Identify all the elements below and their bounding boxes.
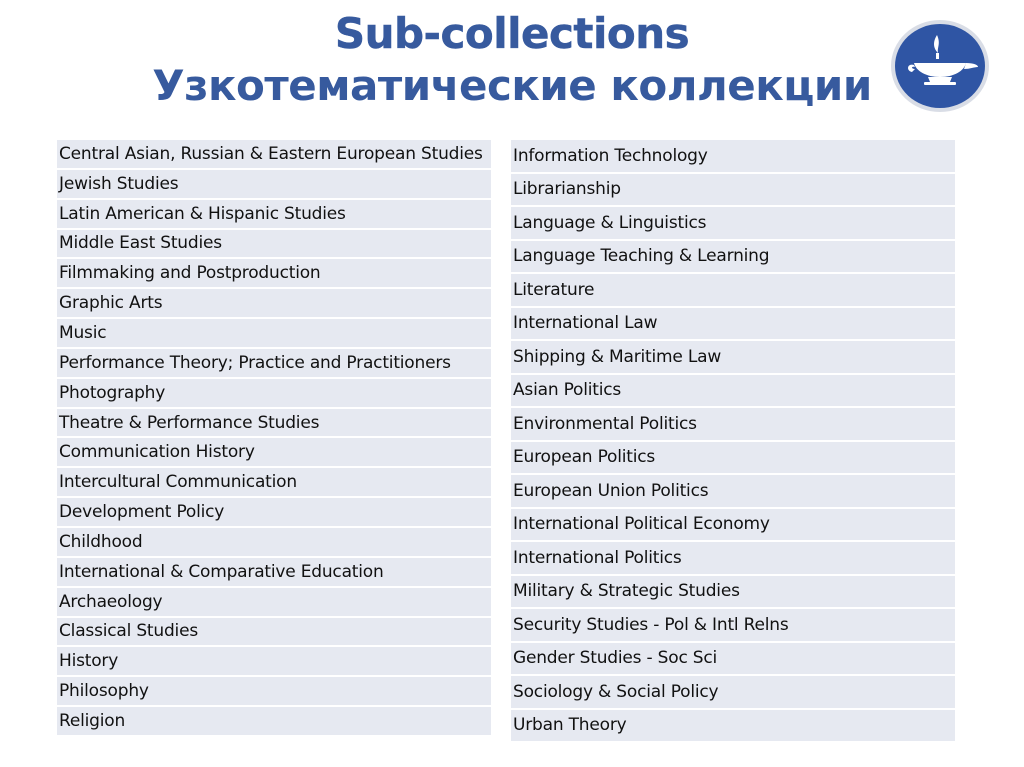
list-item-label: Language Teaching & Learning bbox=[513, 246, 770, 267]
list-item bbox=[57, 707, 491, 737]
list-item bbox=[511, 442, 955, 476]
list-item-label: Central Asian, Russian & Eastern European Studies bbox=[59, 143, 483, 164]
list-item bbox=[57, 558, 491, 588]
list-item-label: International Law bbox=[513, 313, 658, 334]
list-item bbox=[57, 379, 491, 409]
list-item-label: Environmental Politics bbox=[513, 413, 697, 434]
list-item-label: Music bbox=[59, 322, 107, 343]
list-item-label: Philosophy bbox=[59, 681, 149, 702]
list-item-label: Sociology & Social Policy bbox=[513, 681, 719, 702]
list-item bbox=[57, 349, 491, 379]
list-item bbox=[57, 319, 491, 349]
list-item-label: History bbox=[59, 651, 119, 672]
list-item bbox=[57, 677, 491, 707]
list-item bbox=[511, 475, 955, 509]
list-item-label: Photography bbox=[59, 382, 166, 403]
title-english: Sub-collections bbox=[334, 9, 690, 58]
list-item bbox=[57, 200, 491, 230]
list-item bbox=[511, 207, 955, 241]
list-item-label: Information Technology bbox=[513, 145, 708, 166]
list-item bbox=[57, 618, 491, 648]
list-item-label: Jewish Studies bbox=[59, 173, 179, 194]
page-title bbox=[0, 8, 1024, 112]
list-item-label: Latin American & Hispanic Studies bbox=[59, 203, 346, 224]
list-item-label: Asian Politics bbox=[513, 380, 622, 401]
list-item-label: Military & Strategic Studies bbox=[513, 581, 740, 602]
list-item bbox=[511, 509, 955, 543]
list-item bbox=[511, 274, 955, 308]
list-item bbox=[511, 576, 955, 610]
list-item bbox=[511, 341, 955, 375]
list-item bbox=[511, 643, 955, 677]
list-item-label: International & Comparative Education bbox=[59, 561, 384, 582]
list-item bbox=[57, 289, 491, 319]
list-item bbox=[57, 647, 491, 677]
list-item-label: Theatre & Performance Studies bbox=[59, 412, 320, 433]
list-item bbox=[511, 408, 955, 442]
list-item-label: Intercultural Communication bbox=[59, 472, 297, 493]
list-item-label: Religion bbox=[59, 710, 126, 731]
list-item-label: Classical Studies bbox=[59, 621, 198, 642]
list-item-label: Communication History bbox=[59, 442, 255, 463]
list-item-label: Shipping & Maritime Law bbox=[513, 346, 722, 367]
list-item bbox=[511, 140, 955, 174]
list-item bbox=[57, 468, 491, 498]
list-item-label: Urban Theory bbox=[513, 715, 627, 736]
list-item-label: Development Policy bbox=[59, 502, 225, 523]
list-item-label: Librarianship bbox=[513, 179, 621, 200]
subcollections-list-left bbox=[57, 140, 491, 737]
list-item bbox=[57, 498, 491, 528]
list-item-label: Gender Studies - Soc Sci bbox=[513, 648, 718, 669]
list-item bbox=[57, 170, 491, 200]
title-russian: Узкотематические коллекции bbox=[152, 61, 872, 110]
publisher-logo bbox=[890, 19, 990, 113]
list-item bbox=[511, 375, 955, 409]
list-item-label: Archaeology bbox=[59, 591, 163, 612]
list-item-label: Literature bbox=[513, 279, 595, 300]
list-item bbox=[57, 588, 491, 618]
oil-lamp-icon bbox=[890, 19, 990, 113]
list-item bbox=[511, 542, 955, 576]
list-item-label: Filmmaking and Postproduction bbox=[59, 263, 321, 284]
list-item bbox=[511, 676, 955, 710]
list-item-label: Performance Theory; Practice and Practitioners bbox=[59, 352, 451, 373]
list-item-label: International Politics bbox=[513, 547, 682, 568]
list-item-label: International Political Economy bbox=[513, 514, 770, 535]
list-item bbox=[57, 528, 491, 558]
list-item bbox=[511, 174, 955, 208]
list-item-label: European Union Politics bbox=[513, 480, 709, 501]
list-item bbox=[57, 438, 491, 468]
list-item-label: Childhood bbox=[59, 531, 143, 552]
list-item-label: Graphic Arts bbox=[59, 293, 163, 314]
subcollections-list-right bbox=[511, 140, 955, 743]
list-item bbox=[57, 140, 491, 170]
list-item bbox=[57, 230, 491, 260]
list-item-label: Language & Linguistics bbox=[513, 212, 707, 233]
list-item-label: Middle East Studies bbox=[59, 233, 222, 254]
list-item bbox=[511, 308, 955, 342]
list-item bbox=[511, 609, 955, 643]
list-item bbox=[511, 241, 955, 275]
list-item bbox=[511, 710, 955, 744]
list-item bbox=[57, 259, 491, 289]
list-item-label: Security Studies - Pol & Intl Relns bbox=[513, 614, 789, 635]
list-item-label: European Politics bbox=[513, 447, 656, 468]
list-item bbox=[57, 409, 491, 439]
